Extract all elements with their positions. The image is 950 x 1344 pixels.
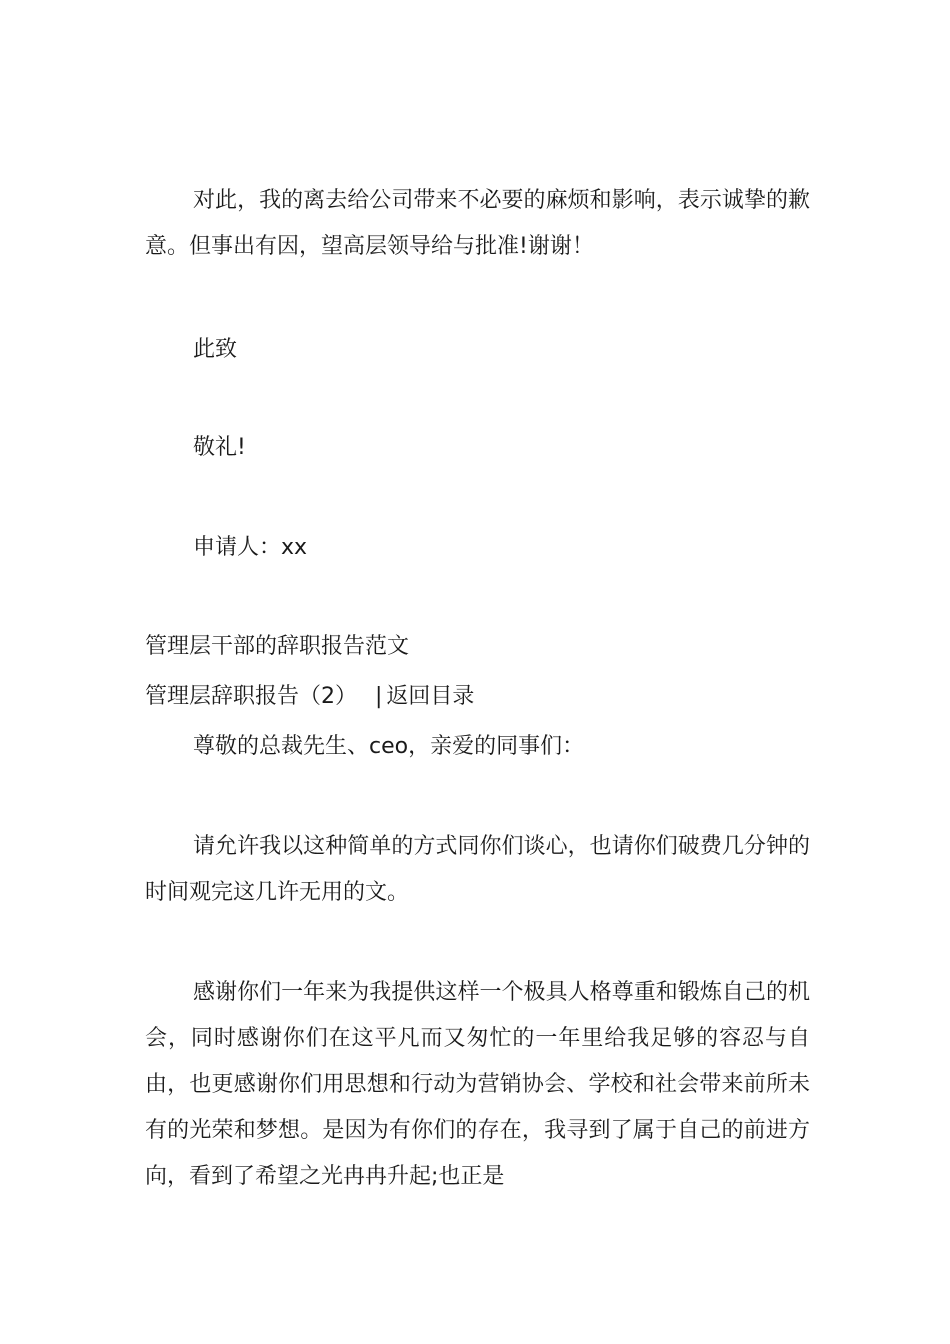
article-nav: [145, 674, 810, 720]
back-to-contents-link[interactable]: 返回目录: [386, 684, 475, 709]
nav-separator: |: [375, 684, 383, 709]
article-title: 管理层辞职报告（2）: [145, 684, 357, 709]
letter-thanks: 感谢你们一年来为我提供这样一个极具人格尊重和锻炼自己的机会，同时感谢你们在这平凡而又匆忙的一年里给我足够的容忍与自由，也更感谢你们用思想和行动为营销协会、学校和社会带来前所未有的光荣和梦想。是因为有你们的存在，我寻到了属于自己的前进方向，看到了希望之光冉冉升起;也正是: [145, 980, 810, 1189]
paragraph-apology: 对此，我的离去给公司带来不必要的麻烦和影响，表示诚挚的歉意。但事出有因，望高层领导给与批准!谢谢！: [145, 188, 810, 259]
section-title: 管理层干部的辞职报告范文: [145, 634, 410, 659]
letter-salutation: 尊敬的总裁先生、ceo，亲爱的同事们：: [193, 734, 585, 759]
paragraph-closing-1: 此致: [193, 337, 238, 362]
paragraph-applicant: 申请人：xx: [193, 535, 308, 560]
paragraph-closing-2: 敬礼!: [193, 435, 246, 460]
letter-intro: 请允许我以这种简单的方式同你们谈心，也请你们破费几分钟的时间观完这几许无用的文。: [145, 834, 810, 905]
